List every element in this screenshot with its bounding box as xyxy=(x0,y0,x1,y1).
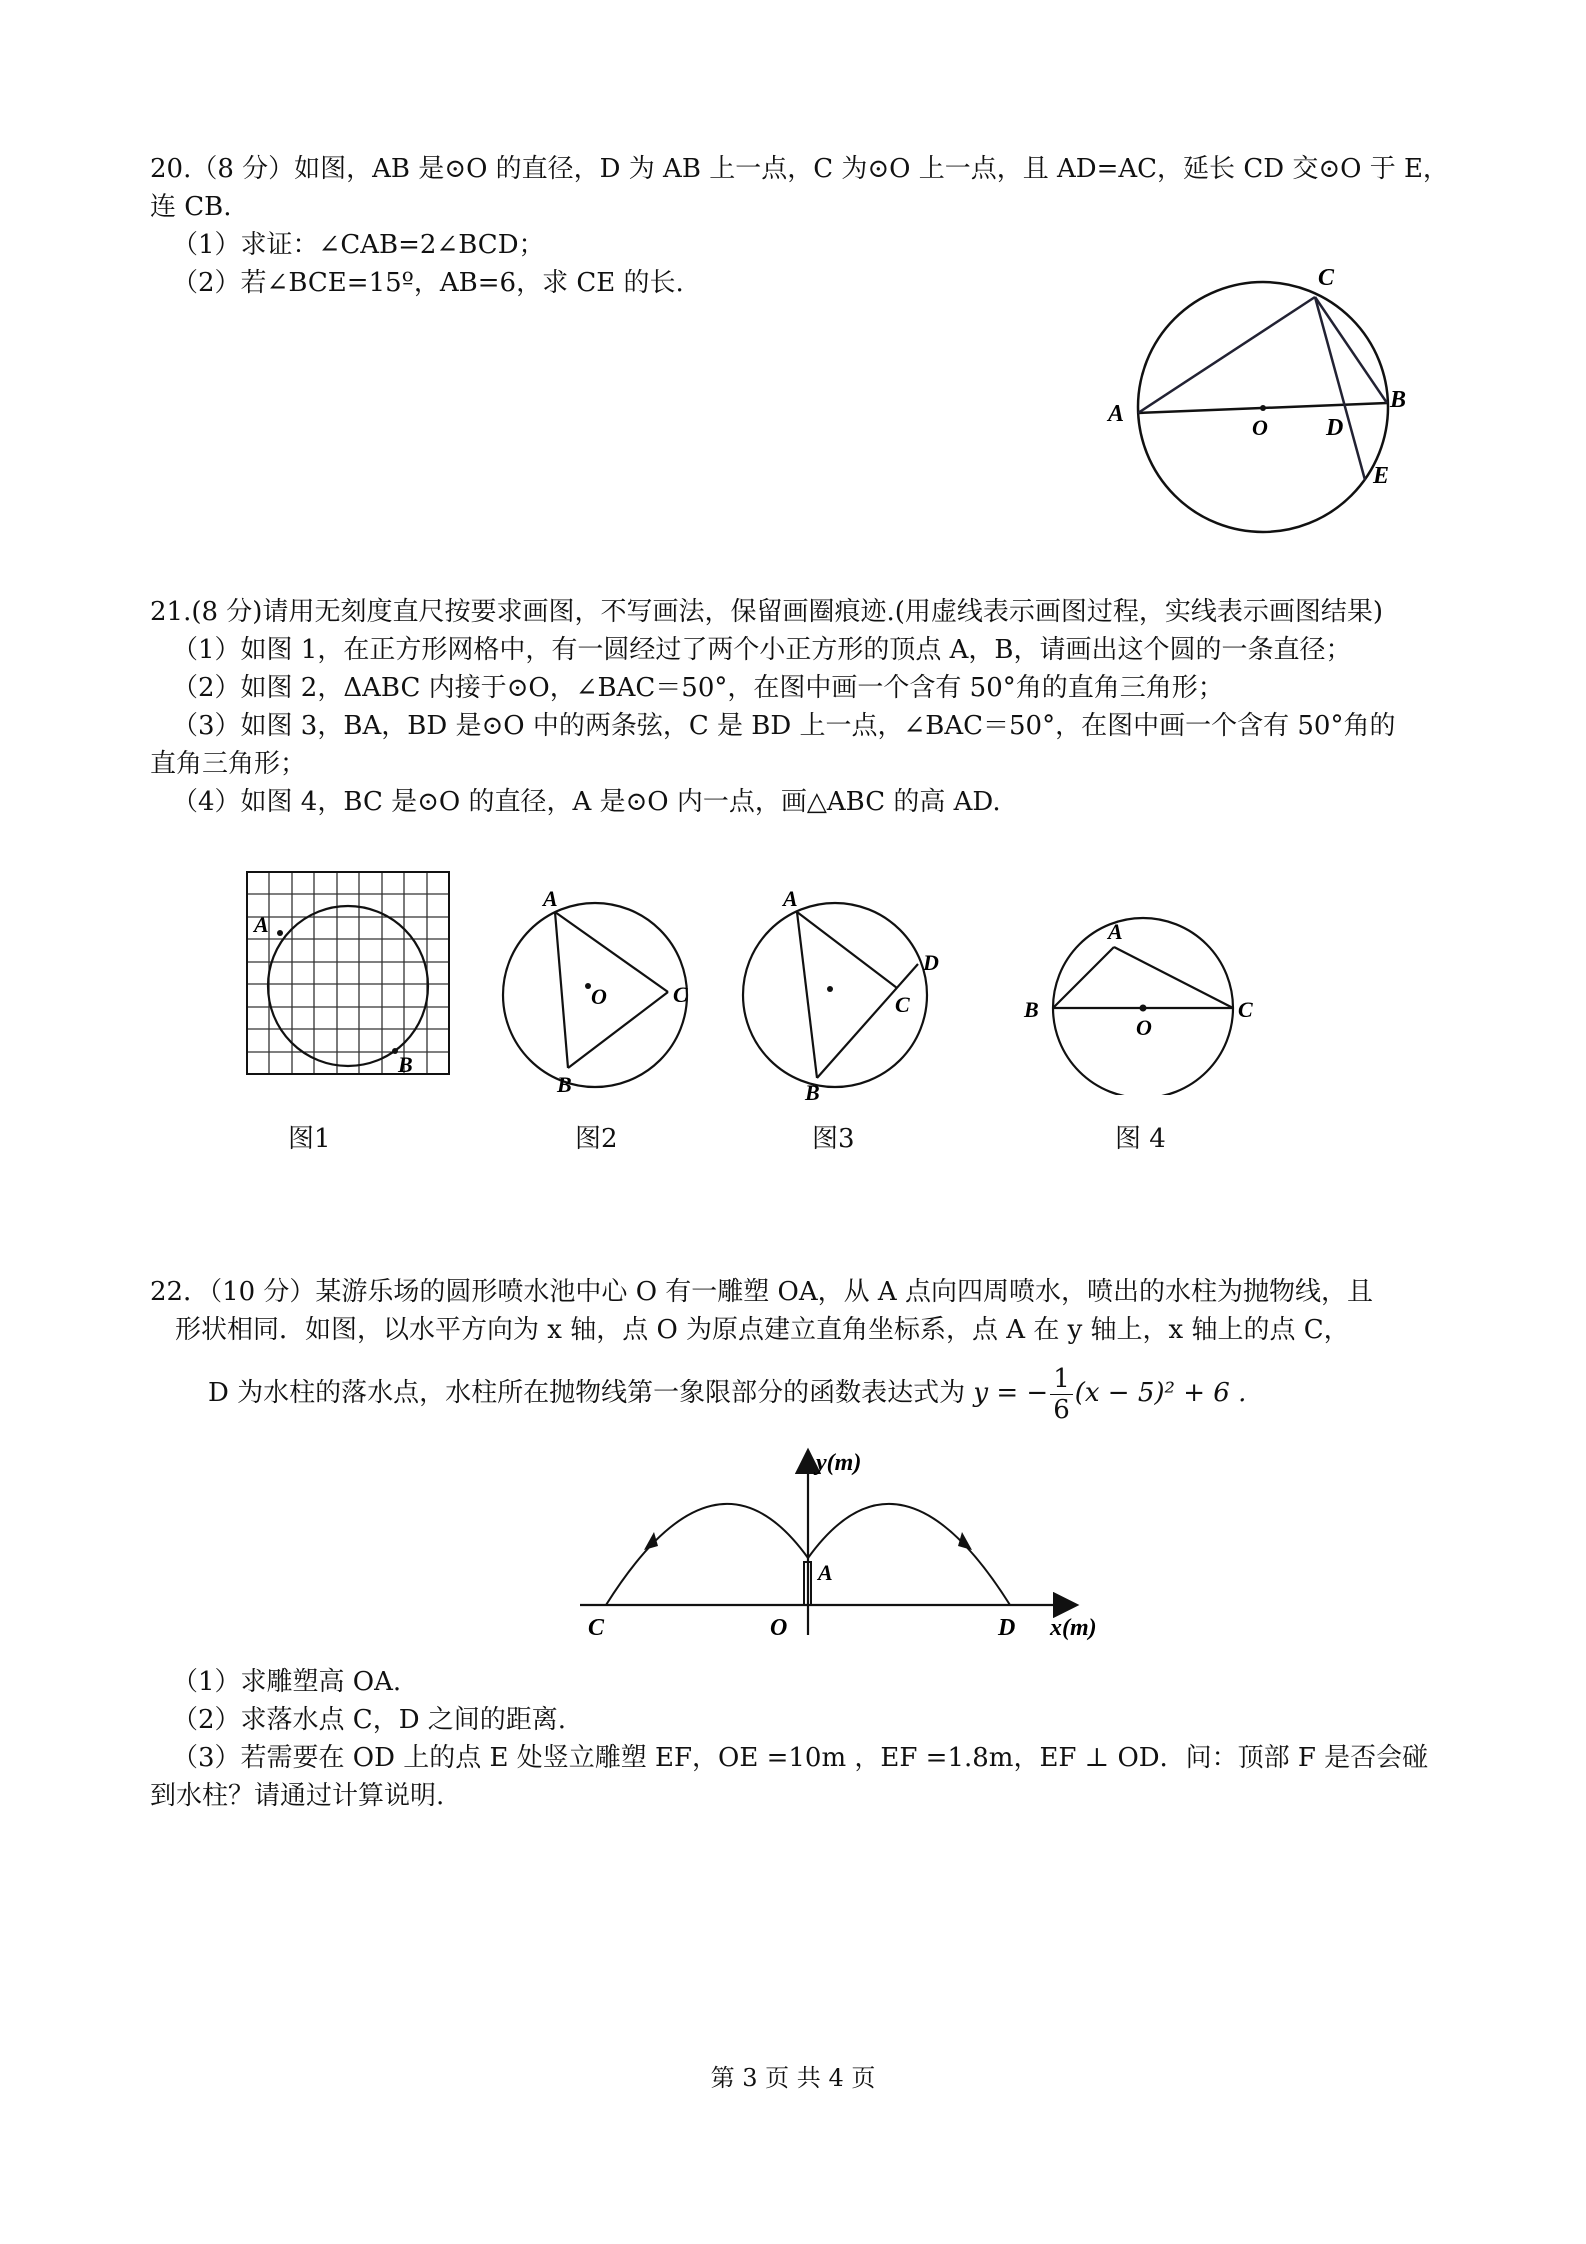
q21-fig1-label-a: A xyxy=(254,912,269,937)
q21-fig2-label-o: O xyxy=(591,984,607,1009)
q21-caption-fig1: 图1 xyxy=(288,1124,331,1154)
q22-label-c: C xyxy=(588,1615,605,1641)
q22-part3a: （3）若需要在 OD 上的点 E 处竖立雕塑 EF，OE =10m ，EF =1.8m，EF ⊥ OD．问：顶部 F 是否会碰 xyxy=(172,1743,1429,1773)
q20-label-b: B xyxy=(1390,387,1407,413)
q22-formula-fraction xyxy=(1050,1364,1073,1425)
q22-formula-num: 1 xyxy=(1050,1364,1073,1395)
q20-center-dot xyxy=(1260,405,1266,411)
q22-line1: 22．（10 分）某游乐场的圆形喷水池中心 O 有一雕塑 OA，从 A 点向四周喷水，喷出的水柱为抛物线，且 xyxy=(150,1277,1373,1307)
q21-figure4 xyxy=(1010,905,1280,1095)
q22-parabola-right xyxy=(808,1504,1010,1605)
q21-caption-fig2: 图2 xyxy=(575,1124,618,1154)
q20-label-o: O xyxy=(1252,415,1268,440)
q21-part1: （1）如图 1，在正方形网格中，有一圆经过了两个小正方形的顶点 A，B，请画出这个圆的一条直径； xyxy=(172,635,1352,665)
q21-figure3 xyxy=(735,880,965,1102)
q22-figure xyxy=(570,1440,1110,1650)
q22-formula-lhs: y = − xyxy=(973,1378,1049,1408)
q20-figure xyxy=(1100,255,1430,550)
q21-figure2 xyxy=(495,880,705,1100)
q21-fig4-label-o: O xyxy=(1136,1015,1152,1040)
q21-fig3-label-c: C xyxy=(895,992,910,1017)
q21-fig3-label-a: A xyxy=(783,886,798,911)
q20-label-c: C xyxy=(1318,265,1335,291)
q21-fig4-label-a: A xyxy=(1108,919,1123,944)
q21-fig4-label-c: C xyxy=(1238,997,1253,1022)
q22-axis-y-label: y(m) xyxy=(816,1450,862,1476)
q21-caption-fig4: 图 4 xyxy=(1115,1124,1166,1154)
q21-fig2-label-c: C xyxy=(673,982,688,1007)
q22-line3 xyxy=(208,1358,1246,1428)
q21-figure1 xyxy=(240,862,465,1087)
q21-part2: （2）如图 2，ΔABC 内接于⊙O，∠BAC＝50°，在图中画一个含有 50°角的直角三角形； xyxy=(172,673,1224,703)
q22-part3b: 到水柱？请通过计算说明. xyxy=(150,1781,445,1811)
q21-part3a: （3）如图 3，BA，BD 是⊙O 中的两条弦，C 是 BD 上一点，∠BAC＝50°，在图中画一个含有 50°角的 xyxy=(172,711,1396,741)
q21-part4: （4）如图 4，BC 是⊙O 的直径，A 是⊙O 内一点，画△ABC 的高 AD. xyxy=(172,787,1001,817)
q20-chord-ac xyxy=(1138,297,1315,413)
q21-fig3-label-d: D xyxy=(923,950,939,975)
q21-fig1-point-a xyxy=(277,930,283,936)
q22-formula-rest: (x − 5)² + 6 . xyxy=(1074,1378,1247,1408)
q20-label-a: A xyxy=(1108,401,1125,427)
q22-part1: （1）求雕塑高 OA. xyxy=(172,1667,402,1697)
q21-fig4-label-b: B xyxy=(1024,997,1039,1022)
q22-label-d: D xyxy=(998,1615,1016,1641)
q20-part1: （1）求证：∠CAB=2∠BCD； xyxy=(172,230,545,260)
page-footer: 第 3 页 共 4 页 xyxy=(710,2064,876,2092)
q21-fig2-label-a: A xyxy=(543,886,558,911)
q21-fig3-label-b: B xyxy=(805,1080,820,1102)
q22-label-a: A xyxy=(818,1560,833,1585)
q20-label-d: D xyxy=(1326,415,1344,441)
q21-fig1-label-b: B xyxy=(398,1052,413,1077)
q20-line2: 连 CB. xyxy=(150,192,232,222)
q22-axis-x-label: x(m) xyxy=(1050,1615,1097,1641)
q22-parabola-left xyxy=(606,1504,808,1605)
q21-fig1-grid xyxy=(247,872,449,1074)
q22-label-o: O xyxy=(770,1615,788,1641)
q22-part2: （2）求落水点 C，D 之间的距离. xyxy=(172,1705,567,1735)
q20-chord-cb xyxy=(1315,297,1387,403)
q21-part3b: 直角三角形； xyxy=(150,749,307,779)
q21-fig2-label-b: B xyxy=(557,1072,572,1097)
q20-line1: 20.（8 分）如图，AB 是⊙O 的直径，D 为 AB 上一点，C 为⊙O 上一点，且 AD=AC，延长 CD 交⊙O 于 E， xyxy=(150,154,1449,184)
q20-part2: （2）若∠BCE=15º，AB=6，求 CE 的长. xyxy=(172,268,684,298)
q20-label-e: E xyxy=(1373,463,1390,489)
q22-line2: 形状相同．如图，以水平方向为 x 轴，点 O 为原点建立直角坐标系，点 A 在 y 轴上，x 轴上的点 C， xyxy=(175,1315,1350,1345)
q22-line3-text: D 为水柱的落水点，水柱所在抛物线第一象限部分的函数表达式为 xyxy=(208,1378,966,1408)
q21-line1: 21.(8 分)请用无刻度直尺按要求画图，不写画法，保留画圈痕迹.(用虚线表示画图过程，实线表示画图结果) xyxy=(150,597,1383,627)
q21-caption-fig3: 图3 xyxy=(812,1124,855,1154)
q22-formula-den: 6 xyxy=(1053,1394,1070,1425)
